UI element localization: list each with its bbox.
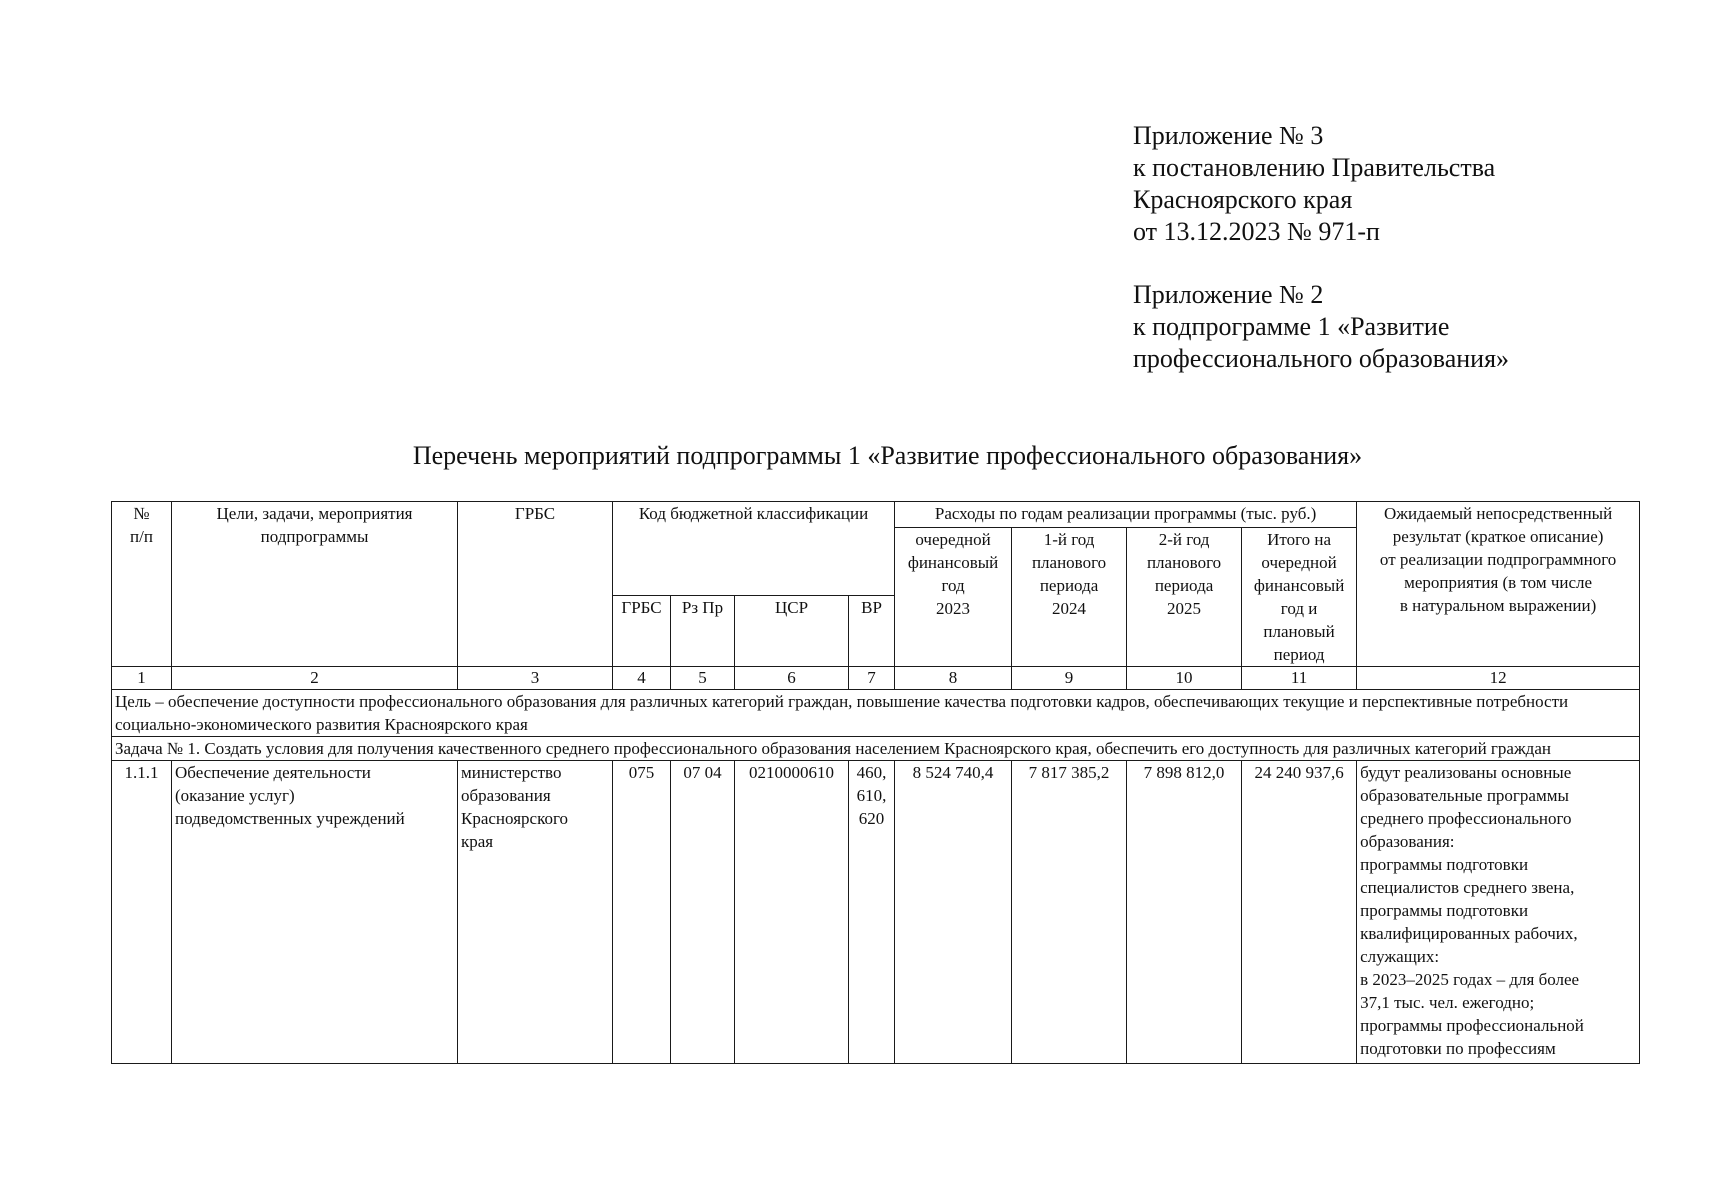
column-number: 9 [1012, 667, 1127, 690]
column-number: 11 [1242, 667, 1357, 690]
row-num: 1.1.1 [112, 761, 172, 1064]
header-year-2025: 2-й год планового периода 2025 [1127, 528, 1242, 667]
header-code-rzpr: Рз Пр [671, 596, 735, 667]
header-code-csr: ЦСР [735, 596, 849, 667]
annex-previous-line-1: Приложение № 2 [1133, 280, 1324, 309]
goal-text: Цель – обеспечение доступности профессионального образования для различных категорий граждан, повышение качества подготовки кадров, обеспечивающих текущие и перспективные потребности социально-экономического развития Красноярского края [112, 690, 1640, 737]
row-expense-total: 24 240 937,6 [1242, 761, 1357, 1064]
header-goals: Цели, задачи, мероприятия подпрограммы [172, 502, 458, 667]
row-code-csr: 0210000610 [735, 761, 849, 1064]
header-grbs: ГРБС [458, 502, 613, 667]
row-code-rzpr: 07 04 [671, 761, 735, 1064]
column-number: 7 [849, 667, 895, 690]
row-code-grbs: 075 [613, 761, 671, 1064]
row-expense-2025: 7 898 812,0 [1127, 761, 1242, 1064]
row-expected-result: будут реализованы основные образовательные программы среднего профессионального образования: программы подготовки специалистов среднего звена, программы подготовки квалифицированных рабочих, служащих: в 2023–2025 годах – для более 37,1 тыс. чел. ежегодно; программы профессиональной подготовки по профессиям [1357, 761, 1640, 1064]
column-number: 12 [1357, 667, 1640, 690]
task-row [112, 737, 1640, 761]
annex-current-block [1133, 120, 1495, 248]
column-number: 4 [613, 667, 671, 690]
annex-previous-line-3: профессионального образования» [1133, 344, 1510, 373]
annex-current-line-1: Приложение № 3 [1133, 121, 1324, 150]
row-grbs: министерство образования Красноярского края [458, 761, 613, 1064]
task-text: Задача № 1. Создать условия для получения качественного среднего профессионального образования населением Красноярского края, обеспечить его доступность для различных категорий граждан [112, 737, 1640, 761]
header-budget-code: Код бюджетной классификации [613, 502, 895, 596]
column-number: 1 [112, 667, 172, 690]
column-number: 6 [735, 667, 849, 690]
header-expenses: Расходы по годам реализации программы (тыс. руб.) [895, 502, 1357, 528]
header-total: Итого на очередной финансовый год и плановый период [1242, 528, 1357, 667]
column-number: 5 [671, 667, 735, 690]
row-expense-2023: 8 524 740,4 [895, 761, 1012, 1064]
row-code-vr: 460, 610, 620 [849, 761, 895, 1064]
table-row [112, 761, 1640, 1064]
column-number: 8 [895, 667, 1012, 690]
header-result: Ожидаемый непосредственный результат (краткое описание) от реализации подпрограммного мероприятия (в том числе в натуральном выражении) [1357, 502, 1640, 667]
document-title: Перечень мероприятий подпрограммы 1 «Развитие профессионального образования» [412, 441, 1363, 470]
header-row-1 [112, 502, 1640, 528]
column-number: 2 [172, 667, 458, 690]
row-expense-2024: 7 817 385,2 [1012, 761, 1127, 1064]
header-year-2024: 1-й год планового периода 2024 [1012, 528, 1127, 667]
row-activity-name: Обеспечение деятельности (оказание услуг) подведомственных учреждений [172, 761, 458, 1064]
column-numbers-row [112, 667, 1640, 690]
annex-current-line-3: Красноярского края [1133, 185, 1353, 214]
annex-previous-block [1133, 279, 1509, 375]
goal-row [112, 690, 1640, 737]
annex-previous-line-2: к подпрограмме 1 «Развитие [1133, 312, 1450, 341]
header-code-grbs: ГРБС [613, 596, 671, 667]
annex-current-line-2: к постановлению Правительства [1133, 153, 1496, 182]
column-number: 10 [1127, 667, 1242, 690]
annex-current-line-4: от 13.12.2023 № 971-п [1133, 217, 1380, 246]
column-number: 3 [458, 667, 613, 690]
activities-table [111, 501, 1640, 1064]
header-year-2023: очередной финансовый год 2023 [895, 528, 1012, 667]
header-code-vr: ВР [849, 596, 895, 667]
header-num: № п/п [112, 502, 172, 667]
